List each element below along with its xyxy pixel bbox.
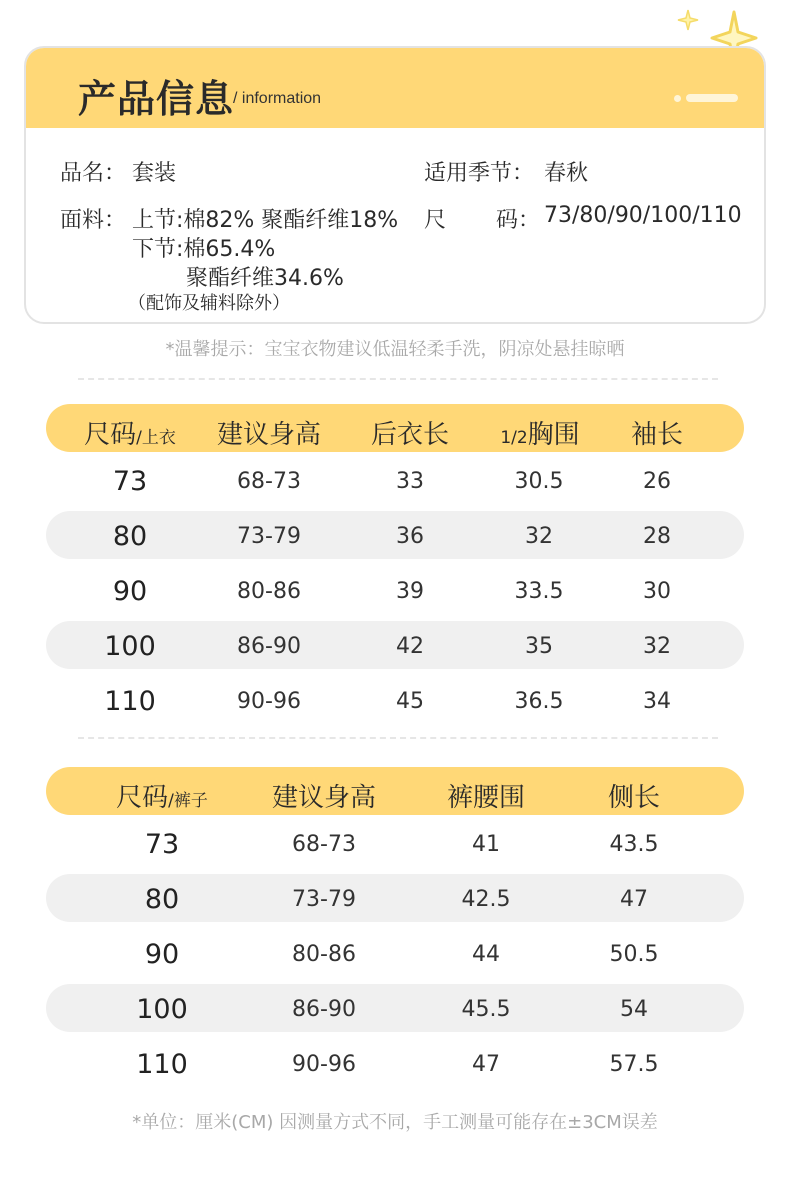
header-back-length: 后衣长 bbox=[370, 420, 450, 450]
table-cell: 90-96 bbox=[237, 689, 301, 714]
table-cell: 100 bbox=[104, 631, 156, 662]
table-cell: 86-90 bbox=[292, 997, 356, 1022]
table-cell: 73-79 bbox=[292, 887, 356, 912]
table-cell: 90-96 bbox=[292, 1052, 356, 1077]
table-cell: 43.5 bbox=[609, 832, 659, 857]
table-cell: 80-86 bbox=[292, 942, 356, 967]
table-cell: 28 bbox=[643, 524, 671, 549]
table-cell: 100 bbox=[136, 994, 188, 1025]
table-cell: 90 bbox=[112, 576, 148, 607]
divider bbox=[78, 378, 718, 380]
header-side-length: 侧长 bbox=[607, 783, 661, 813]
table-cell: 68-73 bbox=[292, 832, 356, 857]
size-label-2: 码： bbox=[496, 208, 541, 233]
fabric-top: 上节:棉82% 聚酯纤维18% bbox=[132, 208, 399, 233]
table-cell: 42 bbox=[396, 634, 424, 659]
table-cell: 36.5 bbox=[514, 689, 564, 714]
table-cell: 80 bbox=[144, 884, 180, 915]
table-cell: 73 bbox=[144, 829, 180, 860]
header-line bbox=[686, 94, 738, 102]
table-cell: 45 bbox=[396, 689, 424, 714]
fabric-bottom-1: 下节:棉65.4% bbox=[132, 237, 276, 262]
header-size: 尺码/上衣 bbox=[84, 420, 176, 450]
name-label: 品名： bbox=[60, 161, 127, 186]
season-value: 春秋 bbox=[544, 161, 589, 186]
table-cell: 34 bbox=[643, 689, 671, 714]
header-dot bbox=[674, 95, 681, 102]
fabric-label: 面料： bbox=[60, 208, 127, 233]
table-cell: 57.5 bbox=[609, 1052, 659, 1077]
table-cell: 36 bbox=[396, 524, 424, 549]
table-cell: 30 bbox=[643, 579, 671, 604]
table-cell: 68-73 bbox=[237, 469, 301, 494]
table-cell: 47 bbox=[620, 887, 648, 912]
table-cell: 33 bbox=[396, 469, 424, 494]
table-cell: 32 bbox=[643, 634, 671, 659]
fabric-bottom-2: 聚酯纤维34.6% bbox=[186, 266, 344, 291]
table-cell: 32 bbox=[525, 524, 553, 549]
divider bbox=[78, 737, 718, 739]
table-cell: 90 bbox=[144, 939, 180, 970]
care-note: *温馨提示：宝宝衣物建议低温轻柔手洗，阴凉处悬挂晾晒 bbox=[165, 339, 625, 360]
row-stripe bbox=[46, 511, 744, 559]
table-cell: 110 bbox=[104, 686, 156, 717]
table-cell: 41 bbox=[472, 832, 500, 857]
header-chest: 1/2胸围 bbox=[500, 420, 580, 450]
table-cell: 73-79 bbox=[237, 524, 301, 549]
table-cell: 110 bbox=[136, 1049, 188, 1080]
table-cell: 44 bbox=[472, 942, 500, 967]
unit-note: *单位：厘米(CM) 因测量方式不同，手工测量可能存在±3CM误差 bbox=[132, 1112, 658, 1133]
header-waist: 裤腰围 bbox=[446, 783, 526, 813]
header-sleeve: 袖长 bbox=[630, 420, 684, 450]
size-label-1: 尺 bbox=[424, 208, 447, 233]
table-cell: 39 bbox=[396, 579, 424, 604]
table-cell: 42.5 bbox=[461, 887, 511, 912]
table-cell: 33.5 bbox=[514, 579, 564, 604]
table-cell: 80-86 bbox=[237, 579, 301, 604]
table-cell: 35 bbox=[525, 634, 553, 659]
table-cell: 73 bbox=[112, 466, 148, 497]
header-size: 尺码/裤子 bbox=[116, 783, 208, 813]
table-cell: 54 bbox=[620, 997, 648, 1022]
table-cell: 47 bbox=[472, 1052, 500, 1077]
season-label: 适用季节： bbox=[424, 161, 535, 186]
table-cell: 26 bbox=[643, 469, 671, 494]
table-cell: 30.5 bbox=[514, 469, 564, 494]
size-value: 73/80/90/100/110 bbox=[544, 203, 742, 228]
table-cell: 50.5 bbox=[609, 942, 659, 967]
card-title: 产品信息 bbox=[78, 77, 235, 121]
table-cell: 45.5 bbox=[461, 997, 511, 1022]
header-height: 建议身高 bbox=[271, 783, 377, 813]
fabric-note: （配饰及辅料除外） bbox=[128, 293, 290, 314]
card-header bbox=[26, 48, 764, 128]
table-cell: 86-90 bbox=[237, 634, 301, 659]
header-height: 建议身高 bbox=[216, 420, 322, 450]
table-cell: 80 bbox=[112, 521, 148, 552]
name-value: 套装 bbox=[132, 161, 177, 186]
card-subtitle: / information bbox=[233, 90, 322, 107]
